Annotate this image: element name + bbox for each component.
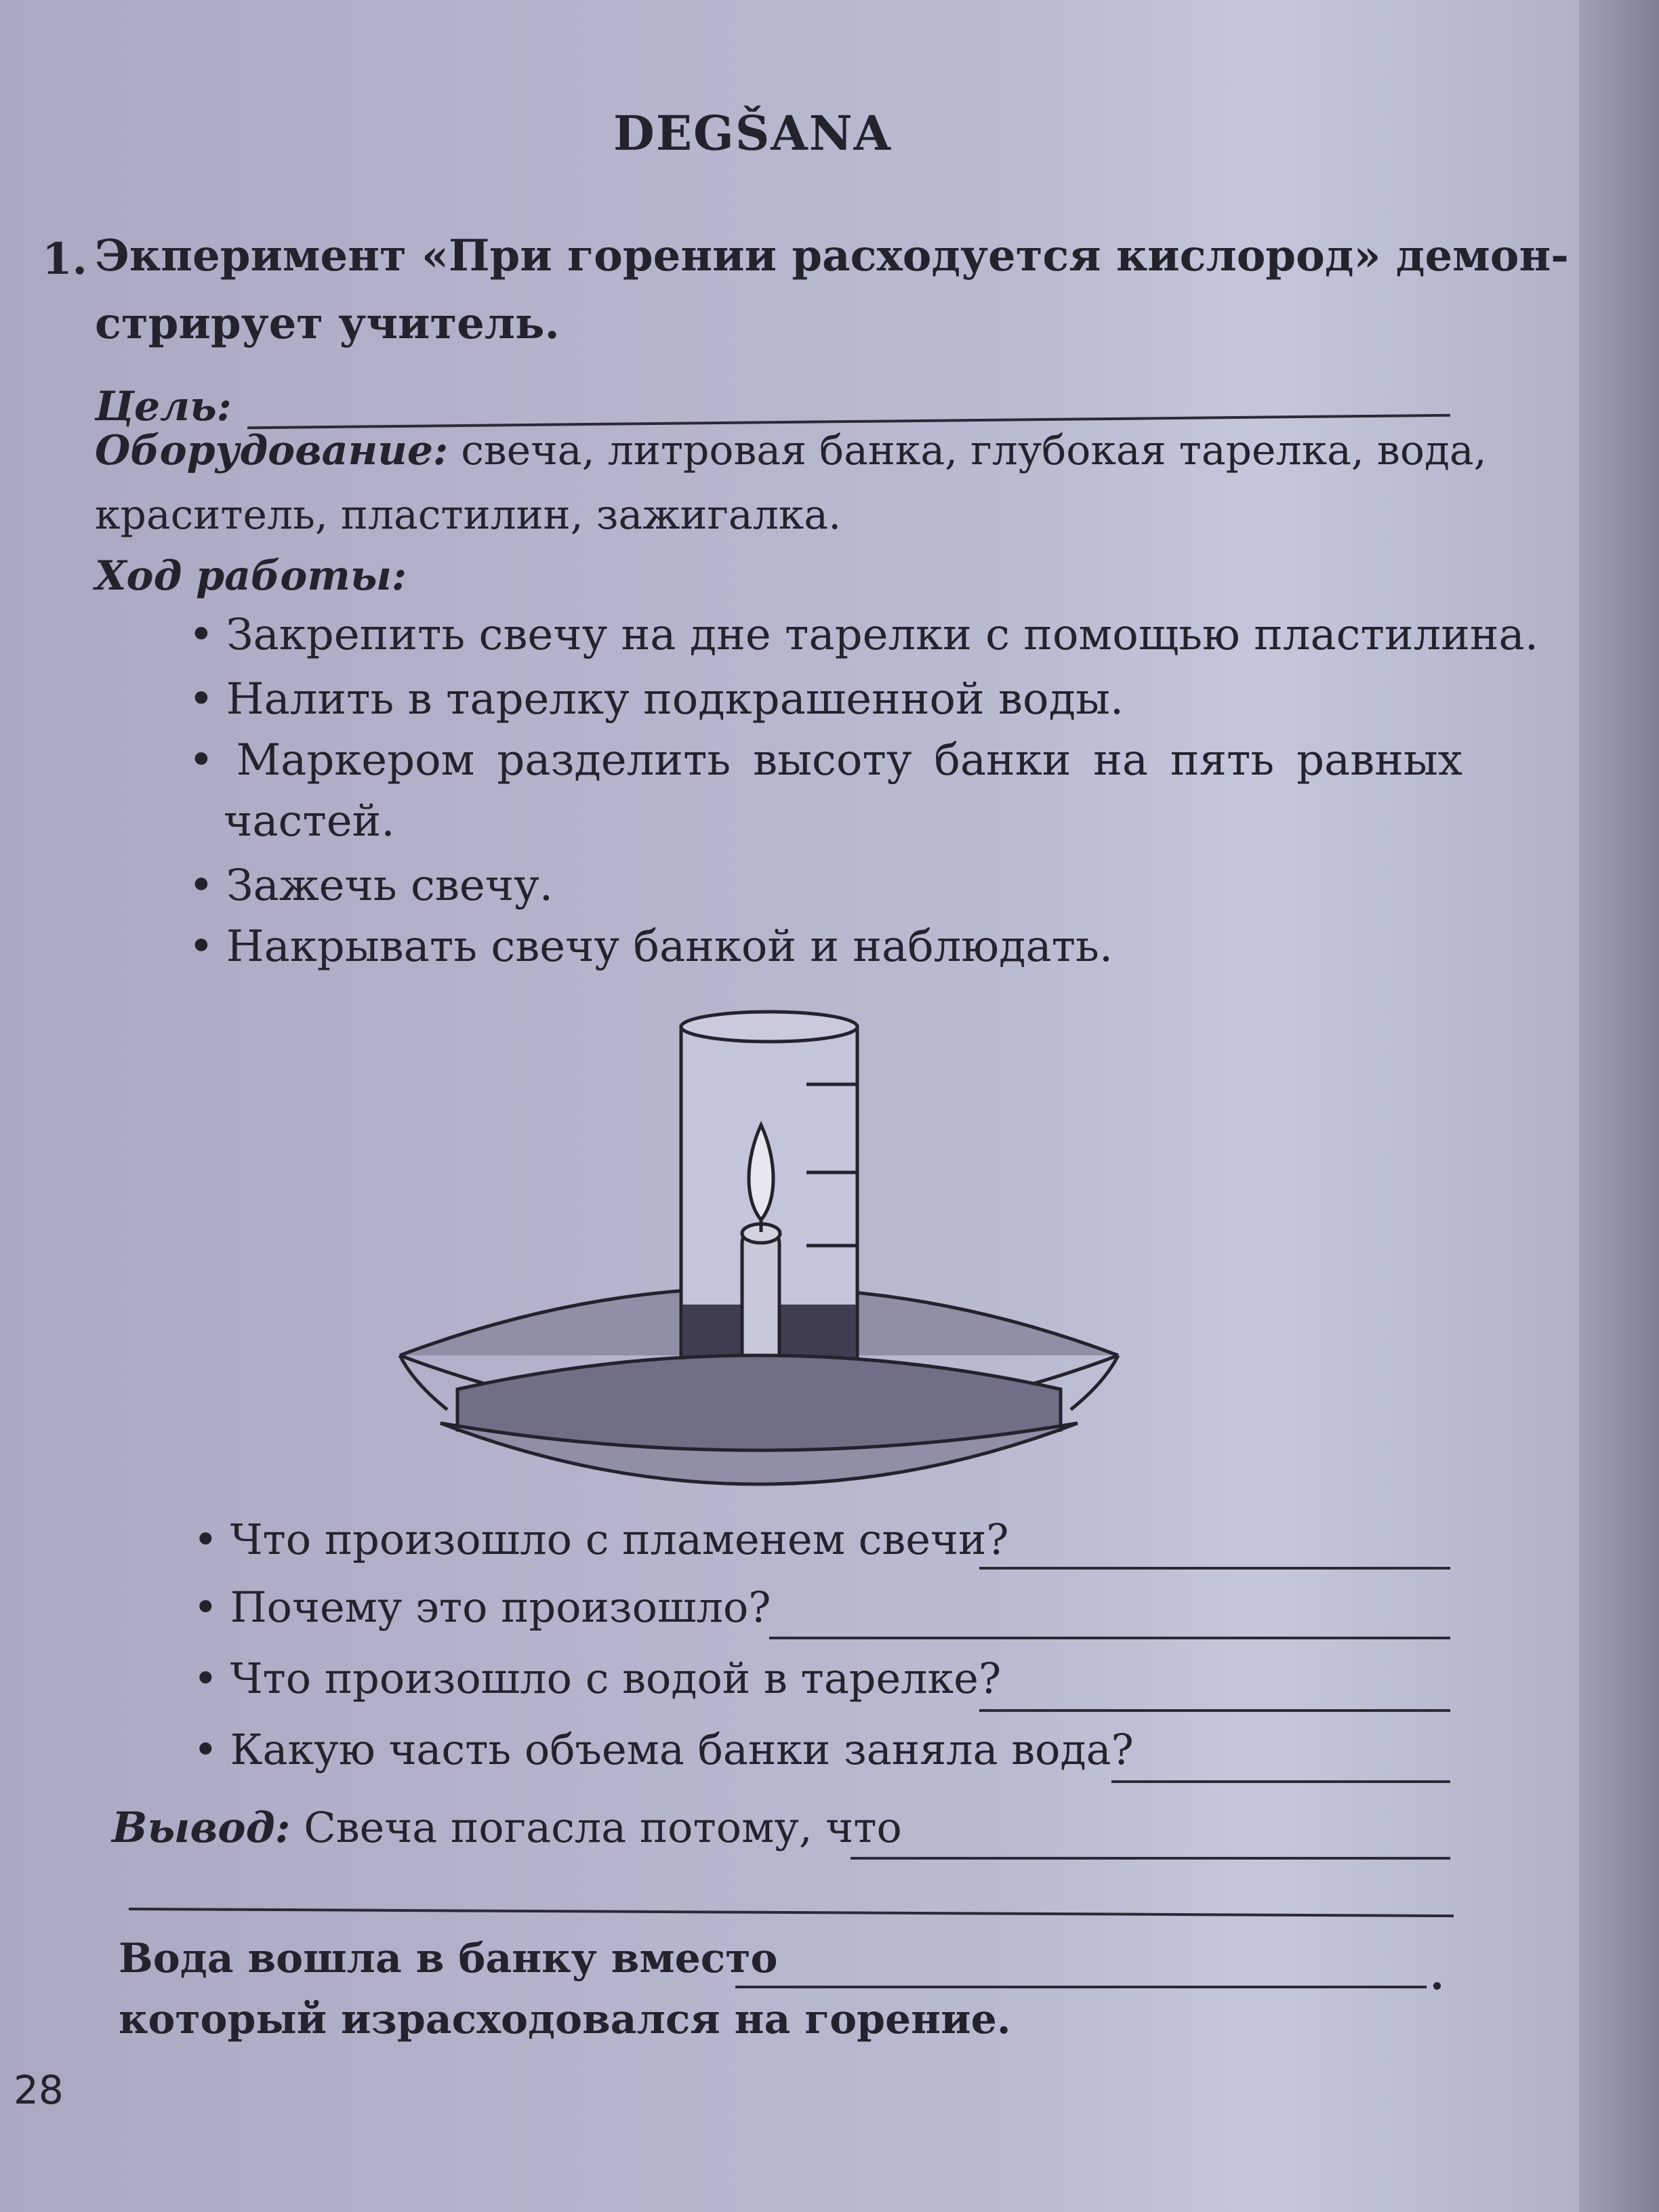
question-3 — [193, 1654, 1001, 1703]
question-2 — [193, 1582, 771, 1632]
conclusion-period: . — [1430, 1952, 1444, 1999]
question-1-answer-line[interactable] — [979, 1567, 1450, 1570]
equipment-line1 — [95, 427, 1487, 474]
conclusion-answer-line-3[interactable] — [735, 1986, 1427, 1988]
step-text: Зажечь свечу. — [226, 861, 554, 911]
question-text: Что произошло с водой в тарелке? — [230, 1654, 1002, 1703]
section-title: DEGŠANA — [613, 105, 892, 161]
page-edge — [1579, 0, 1659, 2212]
task-title-line2: стрирует учитель. — [95, 298, 560, 349]
step-word: на — [1093, 735, 1149, 785]
task-number: 1. — [42, 234, 87, 285]
workflow-step-3 — [188, 735, 1462, 785]
step-word: Маркером — [236, 735, 475, 785]
conclusion-label: Вывод: — [112, 1803, 291, 1852]
step-word: банки — [934, 735, 1071, 785]
conclusion-text-1: Свеча погасла потому, что — [304, 1803, 902, 1852]
step-word: пять — [1170, 735, 1275, 785]
workflow-step-3-continuation: частей. — [224, 796, 395, 846]
jar-rim — [681, 1012, 857, 1042]
bullet: • — [188, 922, 214, 972]
bullet: • — [188, 610, 214, 660]
question-2-answer-line[interactable] — [769, 1637, 1450, 1639]
question-4 — [193, 1725, 1134, 1774]
conclusion-line-1 — [112, 1803, 902, 1852]
bullet: • — [193, 1582, 218, 1632]
step-text: Закрепить свечу на дне тарелки с помощью пластилина. — [226, 610, 1539, 660]
bullet: • — [193, 1515, 218, 1564]
equipment-text-1: свеча, литровая банка, глубокая тарелка, вода, — [461, 427, 1487, 474]
workflow-label: Ход работы: — [95, 552, 407, 600]
page-number: 28 — [14, 2067, 64, 2113]
task-title-line1: Экперимент «При горении расходуется кислород» демон- — [95, 230, 1569, 281]
bullet: • — [188, 861, 214, 911]
equipment-label: Оборудование: — [95, 427, 449, 474]
question-text: Какую часть объема банки заняла вода? — [230, 1725, 1134, 1774]
bullet: • — [193, 1654, 218, 1703]
conclusion-text-2: Вода вошла в банку вместо — [119, 1935, 778, 1982]
conclusion-answer-line-1[interactable] — [851, 1857, 1450, 1860]
equipment-text-2: краситель, пластилин, зажигалка. — [95, 491, 842, 539]
question-1 — [193, 1515, 1009, 1564]
question-text: Почему это произошло? — [230, 1582, 771, 1632]
bullet: • — [193, 1725, 218, 1774]
step-word: высоту — [753, 735, 912, 785]
workflow-step-4 — [188, 861, 553, 911]
question-4-answer-line[interactable] — [1111, 1780, 1450, 1783]
step-word: разделить — [497, 735, 731, 785]
step-word: равных — [1296, 735, 1462, 785]
candle-jar-experiment-illustration — [393, 1003, 1125, 1518]
question-text: Что произошло с пламенем свечи? — [230, 1515, 1009, 1564]
bullet: • — [188, 735, 214, 785]
conclusion-text-3: который израсходовался на горение. — [119, 1996, 1011, 2043]
bullet: • — [188, 674, 214, 724]
workflow-step-2 — [188, 674, 1124, 724]
question-3-answer-line[interactable] — [979, 1709, 1450, 1712]
workflow-step-5 — [188, 922, 1113, 972]
step-text: Накрывать свечу банкой и наблюдать. — [226, 922, 1113, 972]
step-text: Налить в тарелку подкрашенной воды. — [226, 674, 1124, 724]
workflow-step-1 — [188, 610, 1538, 660]
goal-label: Цель: — [95, 383, 232, 430]
